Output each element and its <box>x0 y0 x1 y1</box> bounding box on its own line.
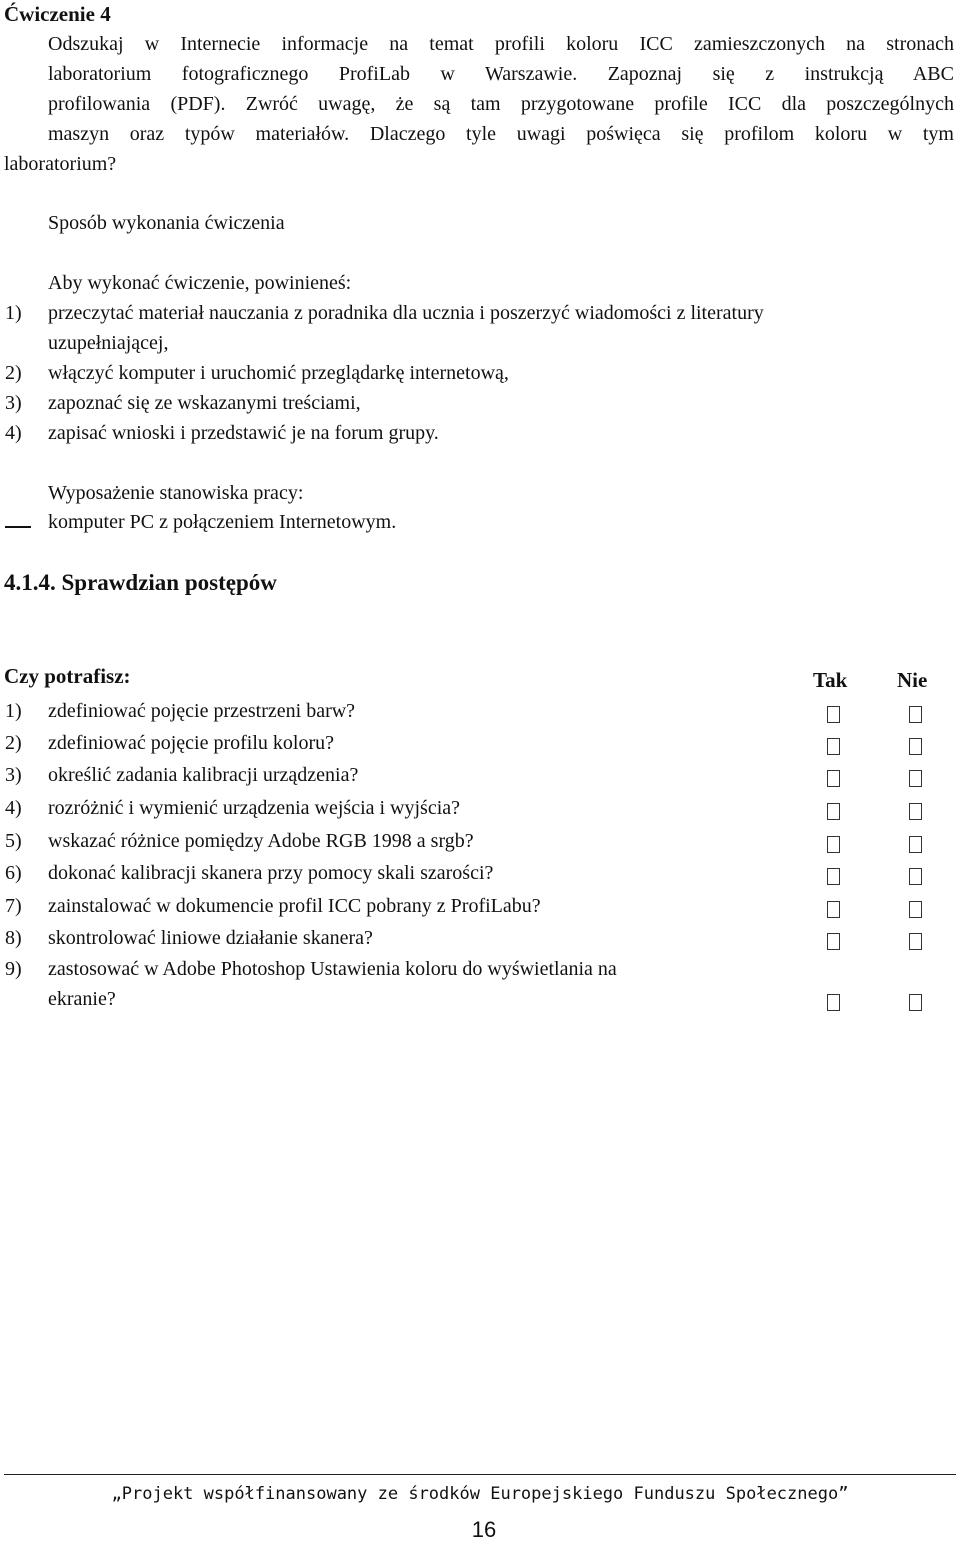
yes-checkbox[interactable] <box>827 738 840 755</box>
item-text: wskazać różnice pomiędzy Adobe RGB 1998 a srgb? <box>48 830 474 852</box>
step-number: 4) <box>5 422 22 444</box>
yes-checkbox[interactable] <box>827 836 840 853</box>
item-text: zainstalować w dokumencie profil ICC pobrany z ProfiLabu? <box>48 895 541 917</box>
step-text-cont: uzupełniającej, <box>48 332 169 354</box>
no-checkbox[interactable] <box>909 868 922 885</box>
item-text: dokonać kalibracji skanera przy pomocy skali szarości? <box>48 862 494 884</box>
yes-checkbox[interactable] <box>827 706 840 723</box>
footer-text: „Projekt współfinansowany ze środków Europejskiego Funduszu Społecznego” <box>111 1484 849 1504</box>
exercise-text-line-5: laboratorium? <box>4 153 117 175</box>
item-number: 9) <box>5 958 22 980</box>
item-number: 6) <box>5 862 22 884</box>
yes-checkbox[interactable] <box>827 868 840 885</box>
method-heading: Sposób wykonania ćwiczenia <box>48 212 285 234</box>
exercise-text-line-3: profilowania (PDF). Zwróć uwagę, że są tam przygotowane profile ICC dla poszczególnych <box>48 93 954 115</box>
item-text-cont: ekranie? <box>48 988 116 1010</box>
yes-checkbox[interactable] <box>827 994 840 1011</box>
item-text: zastosować w Adobe Photoshop Ustawienia koloru do wyświetlania na <box>48 958 617 980</box>
col-yes-header: Tak <box>813 668 848 692</box>
no-checkbox[interactable] <box>909 901 922 918</box>
item-number: 3) <box>5 764 22 786</box>
no-checkbox[interactable] <box>909 933 922 950</box>
step-number: 2) <box>5 362 22 384</box>
dash-bullet <box>5 526 31 528</box>
step-text: zapoznać się ze wskazanymi treściami, <box>48 392 361 414</box>
yes-checkbox[interactable] <box>827 803 840 820</box>
item-number: 2) <box>5 732 22 754</box>
step-number: 1) <box>5 302 22 324</box>
question-heading: Czy potrafisz: <box>4 664 131 688</box>
equipment-item: komputer PC z połączeniem Internetowym. <box>48 511 397 533</box>
no-checkbox[interactable] <box>909 994 922 1011</box>
item-number: 5) <box>5 830 22 852</box>
item-text: skontrolować liniowe działanie skanera? <box>48 927 373 949</box>
item-text: zdefiniować pojęcie przestrzeni barw? <box>48 700 356 722</box>
step-number: 3) <box>5 392 22 414</box>
no-checkbox[interactable] <box>909 706 922 723</box>
item-text: rozróżnić i wymienić urządzenia wejścia i wyjścia? <box>48 797 461 819</box>
step-text: przeczytać materiał nauczania z poradnika dla ucznia i poszerzyć wiadomości z literatury <box>48 302 764 324</box>
item-number: 7) <box>5 895 22 917</box>
no-checkbox[interactable] <box>909 803 922 820</box>
page-number: 16 <box>471 1517 497 1542</box>
item-number: 8) <box>5 927 22 949</box>
step-text: włączyć komputer i uruchomić przeglądarkę internetową, <box>48 362 509 384</box>
item-number: 1) <box>5 700 22 722</box>
no-checkbox[interactable] <box>909 836 922 853</box>
yes-checkbox[interactable] <box>827 901 840 918</box>
footer-divider <box>4 1474 956 1475</box>
yes-checkbox[interactable] <box>827 770 840 787</box>
item-number: 4) <box>5 797 22 819</box>
step-text: zapisać wnioski i przedstawić je na forum grupy. <box>48 422 439 444</box>
equipment-heading: Wyposażenie stanowiska pracy: <box>48 482 304 504</box>
no-checkbox[interactable] <box>909 738 922 755</box>
no-checkbox[interactable] <box>909 770 922 787</box>
exercise-text-line-2: laboratorium fotograficznego ProfiLab w Warszawie. Zapoznaj się z instrukcją ABC <box>48 63 954 85</box>
col-no-header: Nie <box>897 668 928 692</box>
item-text: określić zadania kalibracji urządzenia? <box>48 764 359 786</box>
item-text: zdefiniować pojęcie profilu koloru? <box>48 732 334 754</box>
exercise-heading: Ćwiczenie 4 <box>4 2 111 26</box>
yes-checkbox[interactable] <box>827 933 840 950</box>
section-title: 4.1.4. Sprawdzian postępów <box>4 570 277 595</box>
exercise-text-line-1: Odszukaj w Internecie informacje na temat profili koloru ICC zamieszczonych na stronach <box>48 33 954 55</box>
method-intro: Aby wykonać ćwiczenie, powinieneś: <box>48 272 352 294</box>
exercise-text-line-4: maszyn oraz typów materiałów. Dlaczego tyle uwagi poświęca się profilom koloru w tym <box>48 123 954 145</box>
